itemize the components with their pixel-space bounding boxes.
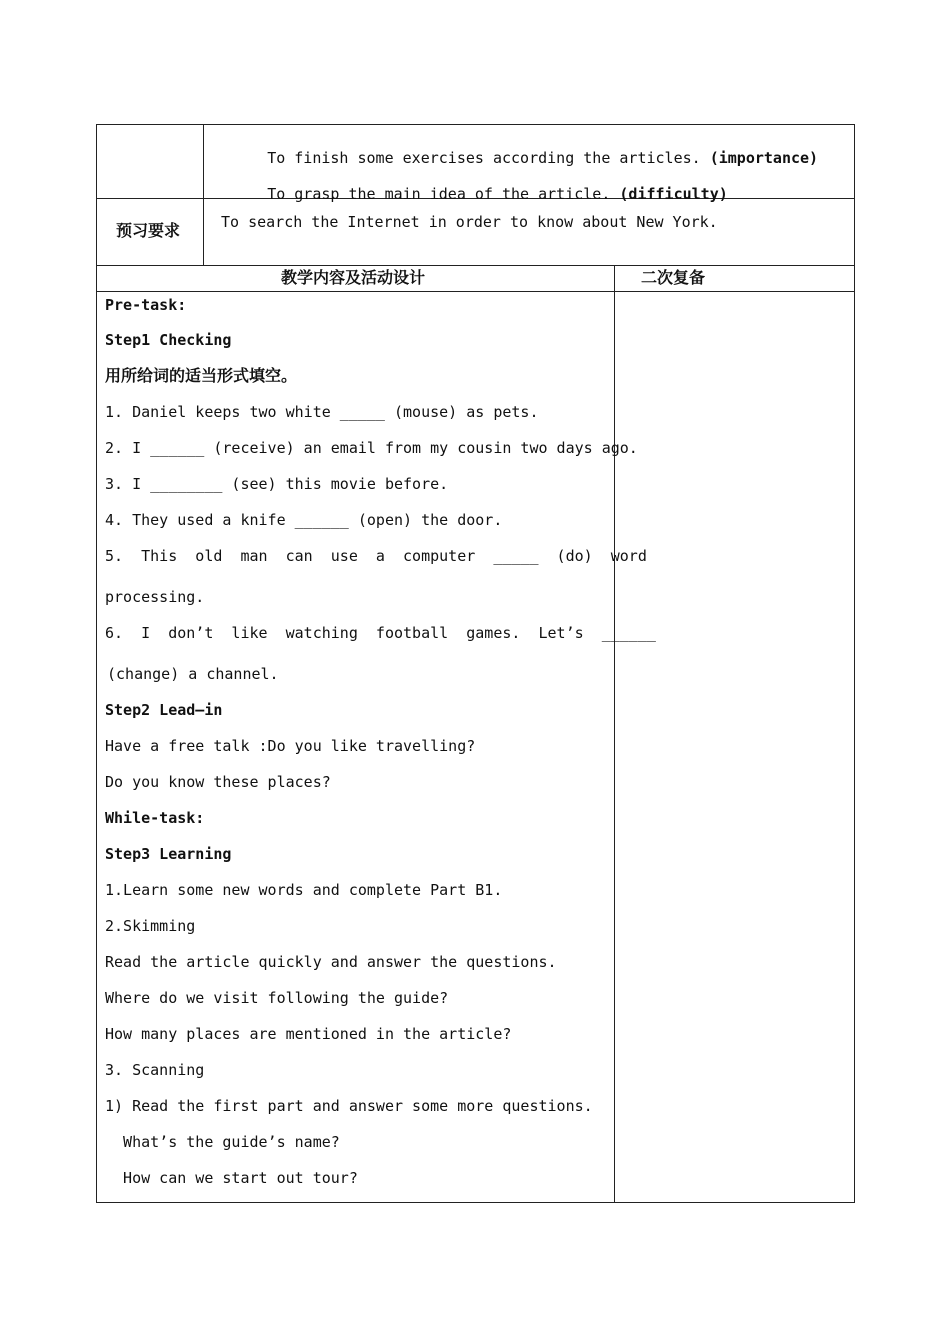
lesson-line: (change) a channel. bbox=[107, 665, 279, 683]
lesson-line: What’s the guide’s name? bbox=[105, 1133, 340, 1151]
label-column-divider bbox=[203, 124, 204, 266]
notes-column-header: 二次复备 bbox=[641, 268, 706, 287]
lesson-line: While-task: bbox=[105, 809, 205, 827]
lesson-line: How can we start out tour? bbox=[105, 1169, 358, 1187]
lesson-line: Pre-task: bbox=[105, 296, 187, 314]
lesson-line: Step3 Learning bbox=[105, 845, 232, 863]
lesson-line: Do you know these places? bbox=[105, 773, 331, 791]
lesson-line: Step1 Checking bbox=[105, 331, 232, 349]
objective-tag: (difficulty) bbox=[619, 185, 728, 203]
lesson-line: Have a free talk :Do you like travelling? bbox=[105, 737, 476, 755]
objective-tag: (importance) bbox=[709, 149, 819, 167]
lesson-line: 6. I don’t like watching football games. Let’s ______ bbox=[105, 624, 656, 642]
lesson-line: 3. I ________ (see) this movie before. bbox=[105, 475, 449, 493]
lesson-line: Step2 Lead—in bbox=[105, 701, 223, 719]
table-border-right bbox=[854, 124, 855, 1203]
lesson-line: 2.Skimming bbox=[105, 917, 196, 935]
lesson-line: 3. Scanning bbox=[105, 1061, 205, 1079]
table-border-bottom bbox=[96, 1202, 855, 1203]
lesson-line: 1.Learn some new words and complete Part B1. bbox=[105, 881, 503, 899]
content-column-header: 教学内容及活动设计 bbox=[281, 268, 426, 287]
lesson-line: 2. I ______ (receive) an email from my cousin two days ago. bbox=[105, 439, 638, 457]
lesson-line: 1. Daniel keeps two white _____ (mouse) as pets. bbox=[105, 403, 539, 421]
table-border-top bbox=[96, 124, 855, 125]
table-divider bbox=[96, 291, 855, 292]
table-border-left bbox=[96, 124, 97, 1203]
lesson-line: How many places are mentioned in the article? bbox=[105, 1025, 512, 1043]
lesson-line: 1) Read the first part and answer some more questions. bbox=[105, 1097, 593, 1115]
lesson-line: 4. They used a knife ______ (open) the door. bbox=[105, 511, 503, 529]
table-divider bbox=[96, 265, 855, 266]
lesson-line: Read the article quickly and answer the questions. bbox=[105, 953, 557, 971]
objective-text: To finish some exercises according the articles. bbox=[267, 149, 701, 167]
lesson-line: Where do we visit following the guide? bbox=[105, 989, 449, 1007]
notes-column-divider bbox=[614, 265, 615, 1203]
lesson-plan-table bbox=[96, 124, 855, 1203]
preview-text: To search the Internet in order to know about New York. bbox=[221, 213, 718, 231]
lesson-line: processing. bbox=[105, 588, 205, 606]
lesson-line: 用所给词的适当形式填空。 bbox=[105, 366, 298, 385]
lesson-line: 5. This old man can use a computer _____ (do) word bbox=[105, 547, 647, 565]
preview-label: 预习要求 bbox=[116, 221, 181, 240]
objective-text: To grasp the main idea of the article. bbox=[267, 185, 611, 203]
